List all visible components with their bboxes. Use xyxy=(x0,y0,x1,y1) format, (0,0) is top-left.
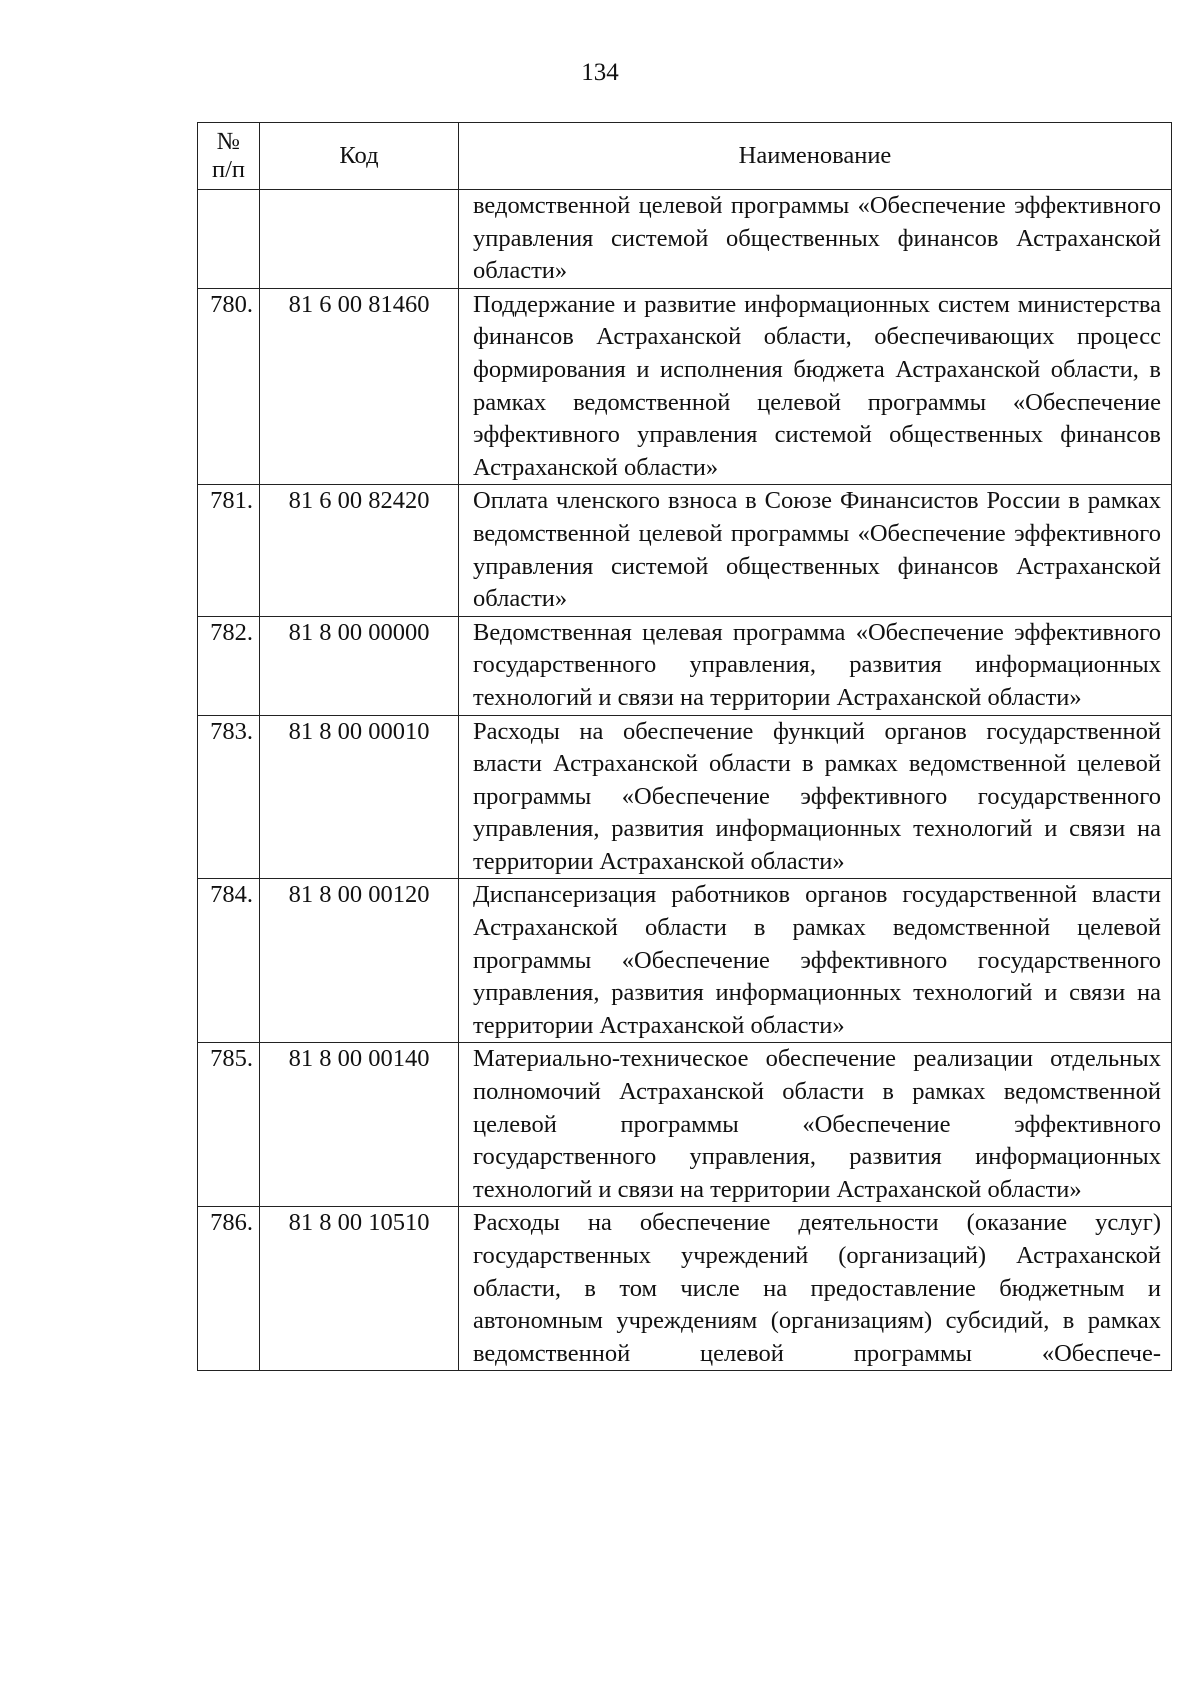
row-code xyxy=(260,190,459,289)
table-header-row xyxy=(198,123,1172,190)
header-num: № п/п xyxy=(198,123,260,190)
row-code: 81 8 00 00000 xyxy=(260,616,459,715)
table-row xyxy=(198,879,1172,1043)
row-name: Расходы на обеспечение деятельности (оказание услуг) государственных учреждений (организаций) Астраханской области, в том числе на предоставление бюджетным и автономным учреждениям (организациям) субсидий, в рамках ведомственной целевой программы «Обеспече- xyxy=(459,1207,1172,1371)
header-name: Наименование xyxy=(459,123,1172,190)
table-row xyxy=(198,616,1172,715)
table-row xyxy=(198,190,1172,289)
budget-code-table xyxy=(197,122,1172,1371)
row-code: 81 8 00 00120 xyxy=(260,879,459,1043)
row-code: 81 6 00 81460 xyxy=(260,288,459,485)
row-name: Поддержание и развитие информационных систем министерства финансов Астраханской области, обеспечивающих процесс формирования и исполнения бюджета Астраханской области, в рамках ведомственной целевой программы «Обеспечение эффективного управления системой общественных финансов Астраханской области» xyxy=(459,288,1172,485)
table-row xyxy=(198,288,1172,485)
row-name: Диспансеризация работников органов государственной власти Астраханской области в рамках ведомственной целевой программы «Обеспечение эффективного государственного управления, развития информационных технологий и связи на территории Астраханской области» xyxy=(459,879,1172,1043)
table-row xyxy=(198,1207,1172,1371)
header-code: Код xyxy=(260,123,459,190)
row-code: 81 8 00 10510 xyxy=(260,1207,459,1371)
row-num: 785. xyxy=(198,1043,260,1207)
row-code: 81 6 00 82420 xyxy=(260,485,459,616)
row-num: 783. xyxy=(198,715,260,879)
row-num: 784. xyxy=(198,879,260,1043)
row-num: 786. xyxy=(198,1207,260,1371)
row-name: Ведомственная целевая программа «Обеспечение эффективного государственного управления, развития информационных технологий и связи на территории Астраханской области» xyxy=(459,616,1172,715)
row-num: 782. xyxy=(198,616,260,715)
page-number: 134 xyxy=(581,59,619,86)
row-name: Расходы на обеспечение функций органов государственной власти Астраханской области в рамках ведомственной целевой программы «Обеспечение эффективного государственного управления, развития информационных технологий и связи на территории Астраханской области» xyxy=(459,715,1172,879)
row-code: 81 8 00 00140 xyxy=(260,1043,459,1207)
table-row xyxy=(198,1043,1172,1207)
row-num xyxy=(198,190,260,289)
table-row xyxy=(198,485,1172,616)
row-num: 781. xyxy=(198,485,260,616)
table-row xyxy=(198,715,1172,879)
row-num: 780. xyxy=(198,288,260,485)
row-name: Оплата членского взноса в Союзе Финансистов России в рамках ведомственной целевой программы «Обеспечение эффективного управления системой общественных финансов Астраханской области» xyxy=(459,485,1172,616)
row-name: Материально-техническое обеспечение реализации отдельных полномочий Астраханской области в рамках ведомственной целевой программы «Обеспечение эффективного государственного управления, развития информационных технологий и связи на территории Астраханской области» xyxy=(459,1043,1172,1207)
row-name: ведомственной целевой программы «Обеспечение эффективного управления системой общественных финансов Астраханской области» xyxy=(459,190,1172,289)
row-code: 81 8 00 00010 xyxy=(260,715,459,879)
